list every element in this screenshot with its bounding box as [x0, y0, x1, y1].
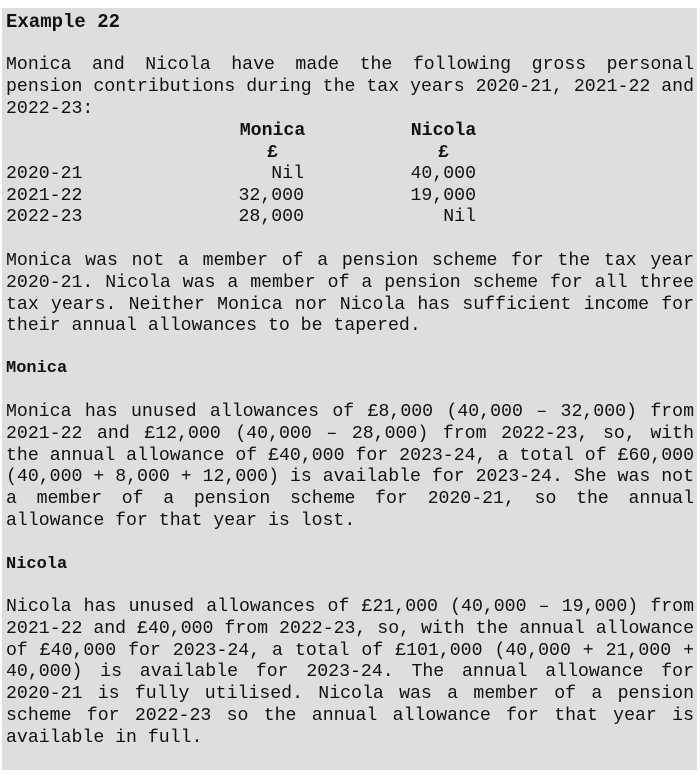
monica-value: 32,000: [238, 185, 304, 206]
tax-year: 2020-21: [6, 164, 83, 184]
contributions-table: [6, 121, 476, 229]
table-header-row: [6, 121, 476, 143]
tax-year: 2022-23: [6, 207, 83, 227]
monica-value: Nil: [271, 164, 304, 184]
column-header-monica: Monica: [239, 121, 306, 141]
context-paragraph: Monica was not a member of a pension scheme for the tax year 2020-21. Nicola was a member of a pension scheme for all three tax years. Neither Monica nor Nicola has sufficient income for their annual allowances to be tapered.: [6, 251, 694, 337]
nicola-value: 40,000: [410, 164, 476, 184]
nicola-value: Nil: [443, 207, 476, 227]
monica-value: 28,000: [238, 207, 304, 227]
table-row: [6, 186, 476, 208]
nicola-value: 19,000: [410, 185, 476, 206]
unit-nicola: £: [438, 142, 449, 163]
column-header-nicola: Nicola: [410, 121, 477, 141]
section-heading-nicola: Nicola: [6, 555, 68, 574]
tax-year: 2021-22: [6, 185, 83, 206]
section-heading-monica: Monica: [6, 359, 68, 378]
example-title: Example 22: [6, 11, 121, 33]
intro-paragraph: Monica and Nicola have made the following gross personal pension contributions during the tax years 2020-21, 2021-22 and 2022-23:: [6, 55, 694, 119]
example-panel: [2, 8, 697, 770]
table-unit-row: [6, 143, 476, 165]
section-text-nicola: Nicola has unused allowances of £21,000 (40,000 – 19,000) from 2021-22 and £40,000 from 2022-23, so, with the annual allowance of £40,000 for 2023-24, a total of £101,000 (40,000 + 21,000 + 40,000) is available for 2023-24. The annual allowance for 2020-21 is fully utilised. Nicola was a member of a pension scheme for 2022-23 so the annual allowance for that year is available in full.: [6, 597, 694, 748]
table-row: [6, 207, 476, 229]
unit-monica: £: [267, 142, 278, 163]
table-row: [6, 164, 476, 186]
section-text-monica: Monica has unused allowances of £8,000 (40,000 – 32,000) from 2021-22 and £12,000 (40,000 – 28,000) from 2022-23, so, with the annual allowance of £40,000 for 2023-24, a total of £60,000 (40,000 + 8,000 + 12,000) is available for 2023-24. She was not a member of a pension scheme for 2020-21, so the annual allowance for that year is lost.: [6, 402, 694, 531]
